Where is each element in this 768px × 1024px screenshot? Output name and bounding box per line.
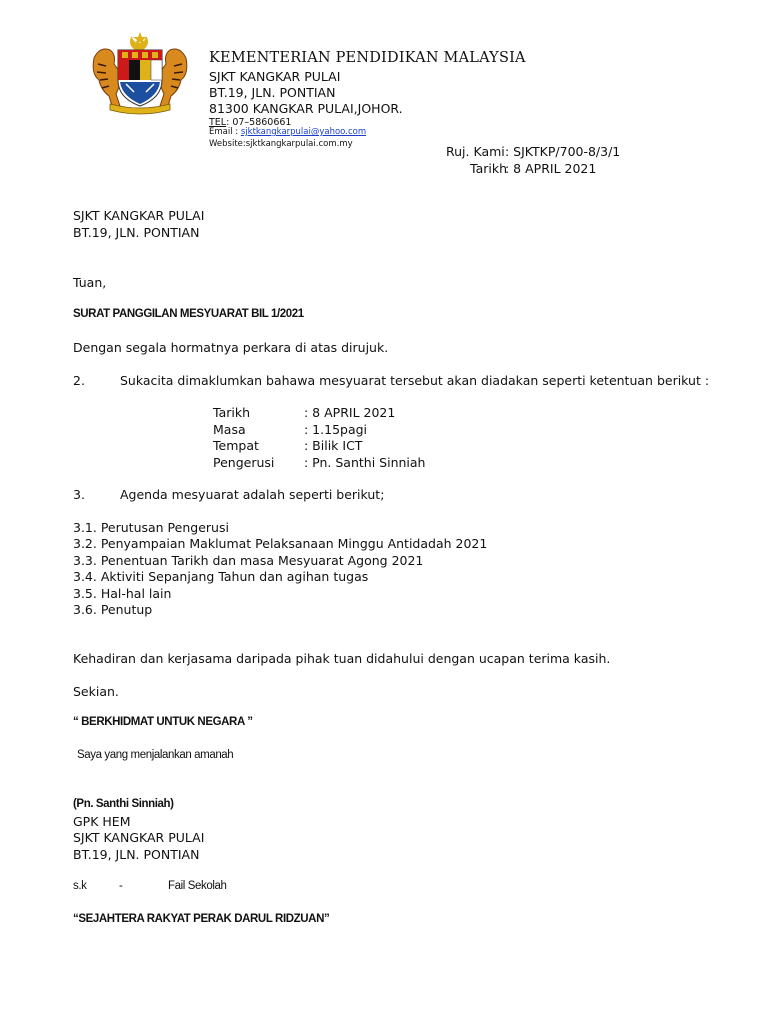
signatory-line1: SJKT KANGKAR PULAI bbox=[73, 830, 205, 845]
signatory-line2: BT.19, JLN. PONTIAN bbox=[73, 847, 200, 862]
agenda-item: 3.2. Penyampaian Maklumat Pelaksanaan Minggu Antidadah 2021 bbox=[73, 536, 488, 551]
para3-text: Agenda mesyuarat adalah seperti berikut; bbox=[120, 487, 385, 502]
ministry-name: KEMENTERIAN PENDIDIKAN MALAYSIA bbox=[209, 50, 526, 66]
agenda-item: 3.3. Penentuan Tarikh dan masa Mesyuarat Agong 2021 bbox=[73, 553, 424, 568]
date-label: Tarikh bbox=[470, 161, 507, 176]
salutation: Tuan, bbox=[73, 275, 107, 290]
detail-label: Masa bbox=[213, 422, 246, 437]
para2-text: Sukacita dimaklumkan bahawa mesyuarat tersebut akan diadakan seperti ketentuan berikut : bbox=[120, 373, 710, 388]
detail-value: : 8 APRIL 2021 bbox=[304, 405, 396, 420]
ref-label: Ruj. Kami bbox=[446, 144, 505, 159]
detail-label: Pengerusi bbox=[213, 455, 275, 470]
footer-motto: “SEJAHTERA RAKYAT PERAK DARUL RIDZUAN” bbox=[73, 913, 330, 925]
detail-label: Tarikh bbox=[213, 405, 250, 420]
amanah-line: Saya yang menjalankan amanah bbox=[77, 749, 234, 761]
agenda-item: 3.1. Perutusan Pengerusi bbox=[73, 520, 229, 535]
ref-value: : SJKTKP/700-8/3/1 bbox=[505, 144, 621, 159]
agenda-item: 3.4. Aktiviti Sepanjang Tahun dan agihan tugas bbox=[73, 569, 369, 584]
motto: “ BERKHIDMAT UNTUK NEGARA ” bbox=[73, 716, 253, 728]
subject: SURAT PANGGILAN MESYUARAT BIL 1/2021 bbox=[73, 308, 304, 320]
agenda-item: 3.5. Hal-hal lain bbox=[73, 586, 172, 601]
agenda-item: 3.6. Penutup bbox=[73, 602, 153, 617]
recipient-line2: BT.19, JLN. PONTIAN bbox=[73, 225, 200, 240]
school-address-line1: BT.19, JLN. PONTIAN bbox=[209, 85, 336, 100]
cc-dash: - bbox=[119, 880, 123, 892]
closing-paragraph: Kehadiran dan kerjasama daripada pihak tuan didahului dengan ucapan terima kasih. bbox=[73, 651, 611, 666]
cc-label: s.k bbox=[73, 880, 87, 892]
website: Website:sjktkangkarpulai.com.my bbox=[209, 139, 353, 149]
school-name: SJKT KANGKAR PULAI bbox=[209, 69, 341, 84]
tel-value: : 07–5860661 bbox=[226, 117, 292, 128]
para3-number: 3. bbox=[73, 487, 85, 502]
detail-value: : Pn. Santhi Sinniah bbox=[304, 455, 426, 470]
signatory-name: (Pn. Santhi Sinniah) bbox=[73, 798, 174, 810]
malaysia-coat-of-arms-icon bbox=[84, 30, 196, 116]
detail-value: : Bilik ICT bbox=[304, 438, 363, 453]
email-link[interactable]: sjktkangkarpulai@yahoo.com bbox=[240, 127, 367, 137]
school-address-line2: 81300 KANGKAR PULAI,JOHOR. bbox=[209, 101, 403, 116]
tel-label: TEL bbox=[209, 117, 227, 128]
detail-label: Tempat bbox=[213, 438, 259, 453]
date-value: : 8 APRIL 2021 bbox=[505, 161, 597, 176]
intro-paragraph: Dengan segala hormatnya perkara di atas dirujuk. bbox=[73, 340, 389, 355]
email-label: Email : bbox=[209, 127, 241, 137]
recipient-line1: SJKT KANGKAR PULAI bbox=[73, 208, 205, 223]
sekian: Sekian. bbox=[73, 684, 119, 699]
email bbox=[209, 127, 366, 137]
cc-value: Fail Sekolah bbox=[168, 880, 227, 892]
detail-value: : 1.15pagi bbox=[304, 422, 368, 437]
para2-number: 2. bbox=[73, 373, 85, 388]
signatory-title: GPK HEM bbox=[73, 814, 131, 829]
